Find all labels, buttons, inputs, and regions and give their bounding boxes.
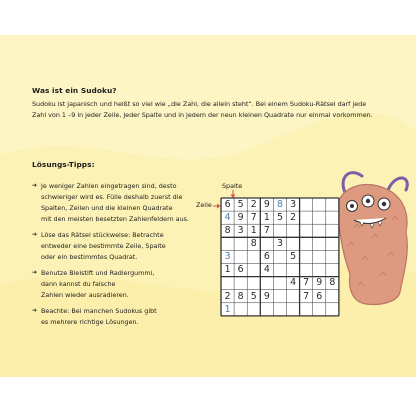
intro-line-2: Zahl von 1 –9 in jeder Zeile, jeder Spalte und in jedem der neun kleinen Quadrate nur einmal vorkommen. xyxy=(32,110,373,119)
sudoku-cell[interactable] xyxy=(326,303,339,316)
sudoku-cell[interactable] xyxy=(313,250,326,263)
sudoku-cell[interactable] xyxy=(326,250,339,263)
sudoku-cell[interactable] xyxy=(300,303,313,316)
sudoku-cell[interactable] xyxy=(287,264,300,277)
intro-paragraph xyxy=(32,99,402,121)
sudoku-cell[interactable]: 8 xyxy=(237,290,244,302)
sudoku-cell[interactable] xyxy=(260,303,273,316)
sudoku-cell[interactable]: 4 xyxy=(224,211,231,223)
row-label: Zeile xyxy=(196,201,212,209)
sudoku-cell[interactable]: 3 xyxy=(290,198,297,210)
sudoku-cell[interactable] xyxy=(273,250,286,263)
sudoku-cell[interactable] xyxy=(326,264,339,277)
sudoku-cell[interactable]: 6 xyxy=(316,290,323,302)
sudoku-cell[interactable]: 2 xyxy=(290,211,297,223)
sudoku-cell[interactable] xyxy=(273,277,286,290)
tip-item: ➔ Beachte: Bei manchen Sudokus gibt es mehrere richtige Lösungen. xyxy=(32,307,157,327)
sudoku-cell[interactable]: 4 xyxy=(263,264,270,276)
sudoku-cell[interactable]: 3 xyxy=(276,238,283,250)
sudoku-cell[interactable]: 2 xyxy=(250,198,257,210)
sudoku-cell[interactable] xyxy=(326,290,339,303)
sudoku-cell[interactable]: 3 xyxy=(224,251,231,263)
sudoku-cell[interactable] xyxy=(234,237,247,250)
sudoku-cell[interactable] xyxy=(300,250,313,263)
sudoku-cell[interactable]: 3 xyxy=(237,225,244,237)
sudoku-cell[interactable] xyxy=(273,303,286,316)
sudoku-cell[interactable] xyxy=(313,237,326,250)
sudoku-cell[interactable] xyxy=(326,224,339,237)
sudoku-cell[interactable] xyxy=(300,237,313,250)
sudoku-cell[interactable] xyxy=(221,277,234,290)
sudoku-cell[interactable] xyxy=(313,224,326,237)
sudoku-cell[interactable] xyxy=(287,303,300,316)
sudoku-cell[interactable] xyxy=(326,198,339,211)
sudoku-cell[interactable]: 9 xyxy=(263,198,270,210)
sudoku-cell[interactable] xyxy=(234,277,247,290)
sudoku-cell[interactable]: 9 xyxy=(237,211,244,223)
sudoku-cell[interactable]: 1 xyxy=(224,303,231,315)
sudoku-cell[interactable]: 5 xyxy=(250,290,257,302)
sudoku-cell[interactable] xyxy=(260,277,273,290)
arrow-right-icon: ➔ xyxy=(32,231,38,239)
sudoku-grid xyxy=(221,198,401,378)
sudoku-cell[interactable]: 5 xyxy=(290,251,297,263)
sudoku-cell[interactable]: 8 xyxy=(224,225,231,237)
sudoku-cell[interactable] xyxy=(313,303,326,316)
sudoku-cell[interactable]: 7 xyxy=(303,277,310,289)
sudoku-cell[interactable] xyxy=(247,250,260,263)
sudoku-cell[interactable]: 8 xyxy=(276,198,283,210)
tip-item: ➔ Löse das Rätsel stückweise: Betrachte entweder eine bestimmte Zeile, Spalte oder ein bestimmtes Quadrat. xyxy=(32,231,166,261)
sudoku-cell[interactable]: 6 xyxy=(263,251,270,263)
sudoku-cell[interactable] xyxy=(234,303,247,316)
column-label: Spalte xyxy=(222,182,243,190)
tips-list xyxy=(32,181,202,333)
arrow-right-red-icon xyxy=(213,202,221,210)
sudoku-cell[interactable]: 8 xyxy=(250,238,257,250)
tip-item: ➔ Benutze Bleistift und Radiergummi, dann kannst du falsche Zahlen wieder ausradieren. xyxy=(32,269,155,299)
sudoku-cell[interactable]: 6 xyxy=(224,198,231,210)
sudoku-cell[interactable] xyxy=(287,224,300,237)
sudoku-cell[interactable] xyxy=(287,237,300,250)
sudoku-cell[interactable]: 1 xyxy=(224,264,231,276)
sudoku-cell[interactable] xyxy=(260,237,273,250)
arrow-right-icon: ➔ xyxy=(32,269,38,277)
section-title-tips: Lösungs-Tipps: xyxy=(32,160,95,169)
sudoku-cell[interactable]: 9 xyxy=(263,290,270,302)
sudoku-cell[interactable] xyxy=(313,264,326,277)
sudoku-cell[interactable]: 7 xyxy=(263,225,270,237)
sudoku-cell[interactable]: 5 xyxy=(237,198,244,210)
sudoku-cell[interactable]: 2 xyxy=(224,290,231,302)
sudoku-cell[interactable] xyxy=(247,277,260,290)
sudoku-cell[interactable] xyxy=(300,264,313,277)
arrow-right-icon: ➔ xyxy=(32,307,38,315)
sudoku-cell[interactable]: 6 xyxy=(237,264,244,276)
section-title-what-is-sudoku: Was ist ein Sudoku? xyxy=(32,86,117,95)
intro-line-1: Sudoku ist japanisch und heißt so viel wie „die Zahl, die allein steht“. Bei einem Sudoku-Rätsel darf jede xyxy=(32,100,367,108)
sudoku-cell[interactable]: 7 xyxy=(303,290,310,302)
sudoku-cell[interactable]: 8 xyxy=(329,277,336,289)
sudoku-cell[interactable] xyxy=(300,224,313,237)
sudoku-cell[interactable]: 9 xyxy=(316,277,323,289)
sudoku-cell[interactable] xyxy=(221,237,234,250)
sudoku-cell[interactable]: 7 xyxy=(250,211,257,223)
tip-item: ➔ Je weniger Zahlen eingetragen sind, desto schwieriger wird es. Fülle deshalb zuerst die Spalten, Zeilen und die kleinen Quadrate mit den meisten besetzten Zahlenfeldern aus. xyxy=(32,182,189,223)
sudoku-cell[interactable] xyxy=(287,290,300,303)
sudoku-cell[interactable]: 1 xyxy=(263,211,270,223)
sudoku-cell[interactable] xyxy=(273,290,286,303)
sudoku-cell[interactable] xyxy=(326,211,339,224)
sudoku-cell[interactable]: 1 xyxy=(250,225,257,237)
sudoku-cell[interactable] xyxy=(313,198,326,211)
sudoku-cell[interactable] xyxy=(273,264,286,277)
sudoku-cell[interactable] xyxy=(300,198,313,211)
sudoku-cell[interactable] xyxy=(247,303,260,316)
sudoku-cell[interactable]: 5 xyxy=(276,211,283,223)
sudoku-cell[interactable] xyxy=(234,250,247,263)
sudoku-cell[interactable] xyxy=(300,211,313,224)
sudoku-cell[interactable] xyxy=(247,264,260,277)
arrow-right-icon: ➔ xyxy=(32,182,38,189)
sudoku-cell[interactable] xyxy=(273,224,286,237)
sudoku-cell[interactable]: 4 xyxy=(290,277,297,289)
sudoku-cell[interactable] xyxy=(326,237,339,250)
sudoku-cell[interactable] xyxy=(313,211,326,224)
